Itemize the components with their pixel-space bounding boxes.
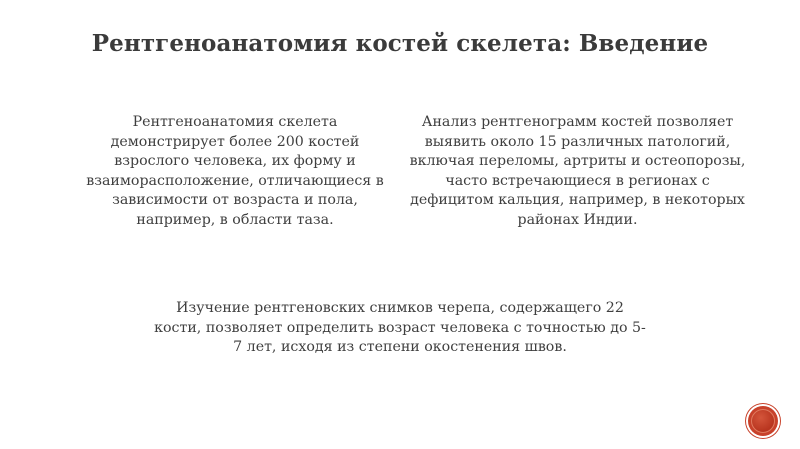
right-text-block: Анализ рентгенограмм костей позволяет выявить около 15 различных патологий, включая переломы, артриты и остеопорозы, часто встречающиеся в регионах с дефицитом кальция, например, в некоторых районах Индии. xyxy=(409,114,746,228)
left-text-block: Рентгеноанатомия скелета демонстрирует более 200 костей взрослого человека, их форму и взаиморасположение, отличающиеся в зависимости от возраста и пола, например, в области таза. xyxy=(86,114,384,228)
next-slide-button[interactable] xyxy=(748,406,778,436)
slide-title: Рентгеноанатомия костей скелета: Введение xyxy=(91,30,709,57)
bottom-text-block: Изучение рентгеновских снимков черепа, содержащего 22 кости, позволяет определить возраст человека с точностью до 5- 7 лет, исходя из степени окостенения швов. xyxy=(154,300,646,355)
circle-button-icon xyxy=(751,409,775,433)
